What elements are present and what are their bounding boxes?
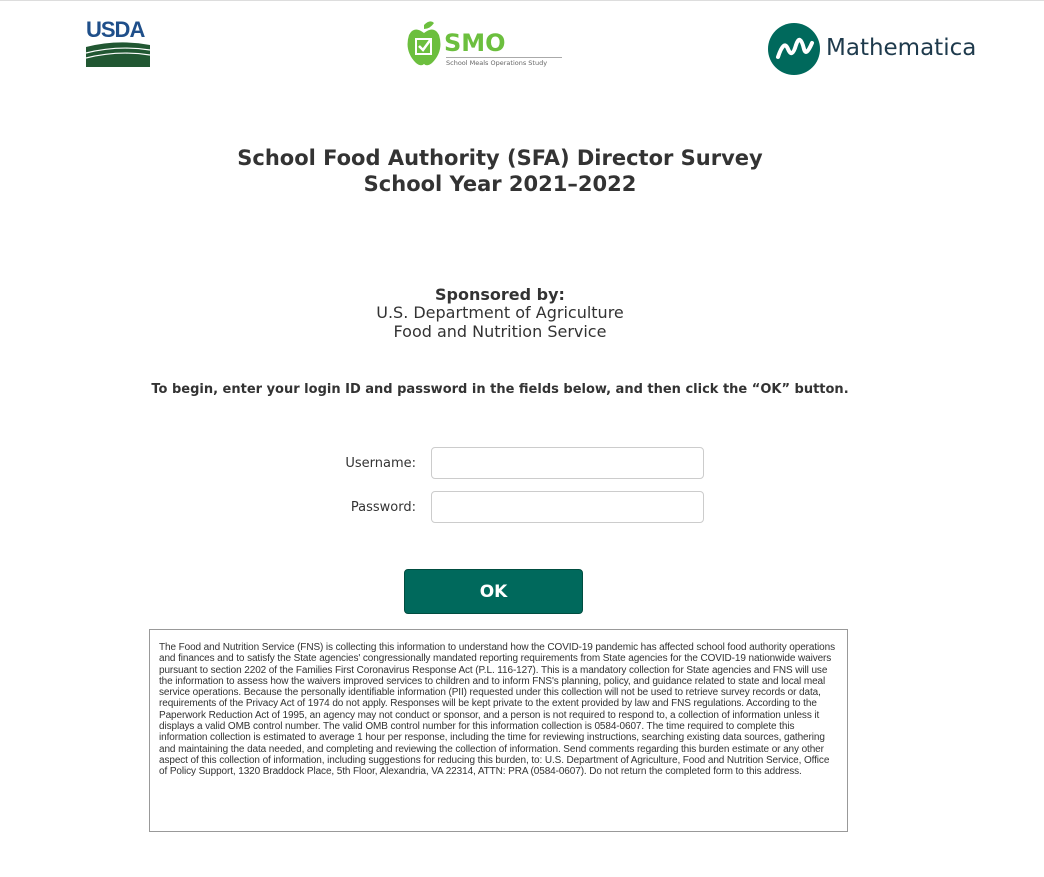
mathematica-logo	[768, 23, 998, 75]
usda-logo-text: USDA	[86, 17, 145, 42]
smo-logo	[406, 21, 566, 71]
login-instructions: To begin, enter your login ID and password in the fields below, and then click the “OK” button.	[151, 382, 849, 397]
sponsor-heading: Sponsored by:	[435, 285, 565, 304]
usda-logo-graphic	[86, 41, 150, 67]
username-input[interactable]	[431, 447, 704, 479]
page-title: School Food Authority (SFA) Director Survey	[237, 146, 763, 170]
apple-check-icon	[406, 21, 442, 67]
username-label: Username:	[345, 456, 416, 471]
mathematica-logo-text: Mathematica	[826, 35, 977, 61]
paperwork-disclaimer: The Food and Nutrition Service (FNS) is collecting this information to understand how the COVID-19 pandemic has affected school food authority operations and finances and to satisfy the State agencies' congressionally mandated reporting requirements from State agencies for the COVID-19 nationwide waivers pursuant to section 2202 of the Families First Coronavirus Response Act (P.L. 116-127). This is a mandatory collection for State agencies and FNS will use the information to assess how the waivers improved services to children and to inform FNS's planning, policy, and guidance related to state and local meal service operations. Because the personally identifiable information (PII) requested under this collection will not be used to retrieve survey records or data, requirements of the Privacy Act of 1974 do not apply. Responses will be kept private to the extent provided by law and FNS regulations. According to the Paperwork Reduction Act of 1995, an agency may not conduct or sponsor, and a person is not required to respond to, a collection of information unless it displays a valid OMB control number. The valid OMB control number for this information collection is 0584-0607. The time required to complete this information collection is estimated to average 1 hour per response, including the time for reviewing instructions, searching existing data sources, gathering and maintaining the data needed, and completing and reviewing the collection of information. Send comments regarding this burden estimate or any other aspect of this collection of information, including suggestions for reducing this burden, to: U.S. Department of Agriculture, Food and Nutrition Service, Office of Policy Support, 1320 Braddock Place, 5th Floor, Alexandria, VA 22314, ATTN: PRA (0584-0607). Do not return the completed form to this address.	[149, 629, 848, 832]
password-label: Password:	[350, 500, 416, 515]
password-input[interactable]	[431, 491, 704, 523]
usda-logo	[86, 19, 150, 67]
sponsor-line-2: Food and Nutrition Service	[393, 322, 607, 341]
sponsor-line-1: U.S. Department of Agriculture	[376, 303, 624, 322]
smo-logo-subtitle: School Meals Operations Study	[446, 59, 548, 67]
page-subtitle: School Year 2021–2022	[363, 172, 637, 196]
mathematica-m-icon	[768, 23, 820, 75]
ok-button[interactable]: OK	[404, 569, 583, 614]
smo-logo-text: SMO	[444, 29, 506, 57]
